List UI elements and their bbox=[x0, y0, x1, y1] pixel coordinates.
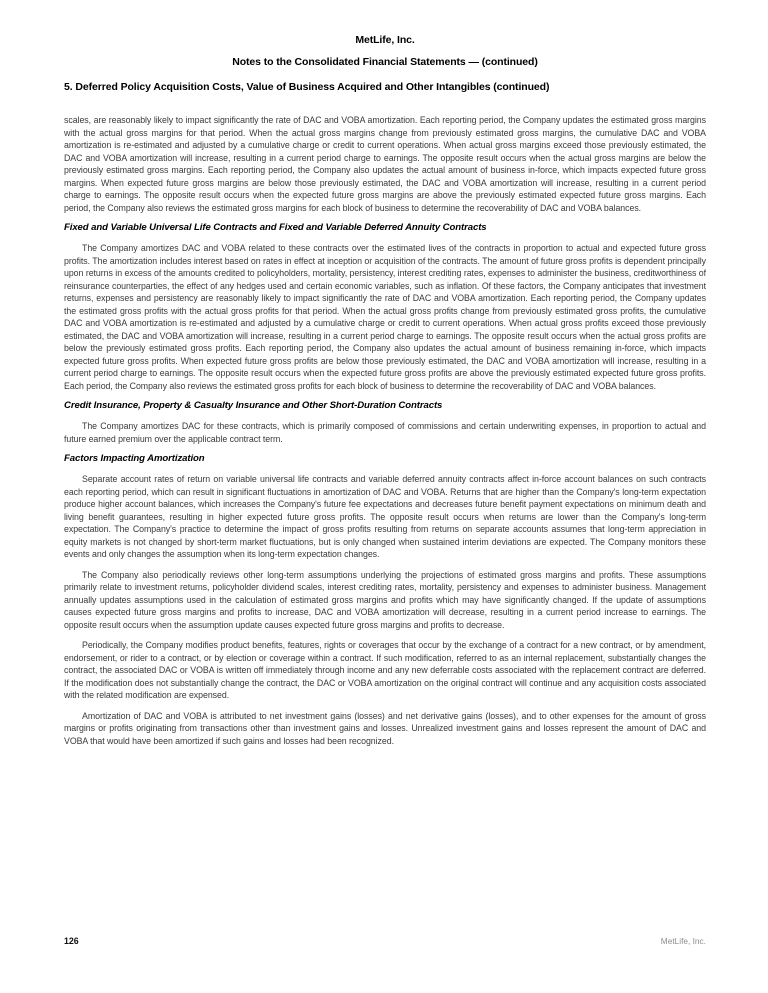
section-heading: 5. Deferred Policy Acquisition Costs, Value of Business Acquired and Other Intangibles (continued) bbox=[64, 81, 550, 93]
subsection-heading-credit-insurance: Credit Insurance, Property & Casualty Insurance and Other Short-Duration Contracts bbox=[64, 400, 443, 411]
paragraph: Separate account rates of return on variable universal life contracts and variable deferred annuity contracts affect in-force account balances on such contracts each reporting period, which can result in significant fluctuations in amortization of DAC and VOBA. Returns that are higher than the Company's long-term expectation produce higher account balances, which increases the Company's future fee expectations and decreases future benefit payment expectations on minimum death and living benefit guarantees, resulting in higher expected future gross profits. The opposite result occurs when returns are lower than the Company's long-term expectation. The Company's practice to determine the impact of gross profits resulting from returns on separate accounts assumes that long-term appreciation in equity markets is not changed by short-term market fluctuations, but is only changed when sustained interim deviations are expected. The Company monitors these events and only changes the assumption when its long-term expectation changes. bbox=[64, 474, 706, 559]
notes-subtitle: Notes to the Consolidated Financial Statements — (continued) bbox=[232, 56, 538, 68]
page-footer bbox=[64, 936, 706, 946]
document-content bbox=[64, 34, 706, 755]
page-number: 126 bbox=[64, 936, 79, 946]
subsection-heading-fixed-variable-contracts: Fixed and Variable Universal Life Contracts and Fixed and Variable Deferred Annuity Contracts bbox=[64, 222, 487, 233]
paragraph: The Company amortizes DAC and VOBA related to these contracts over the estimated lives of the contracts in proportion to actual and expected future gross profits. The amortization includes interest based on rates in effect at inception or acquisition of the contracts. The amount of future gross profits is dependent principally upon returns in excess of the amounts credited to policyholders, mortality, persistency, interest crediting rates, expenses to administer the business, creditworthiness of reinsurance counterparties, the effect of any hedges used and certain economic variables, such as inflation. Of these factors, the Company anticipates that investment returns, expenses and persistency are reasonably likely to impact significantly the rate of DAC and VOBA amortization. Each reporting period, the Company updates the estimated gross profits with the actual gross profits for that period. When the actual gross profits change from previously estimated gross profits, the cumulative DAC and VOBA amortization is re-estimated and adjusted by a cumulative charge or credit to current operations. When actual gross profits exceed those previously estimated, the DAC and VOBA amortization will increase, resulting in a current period charge to earnings. The opposite result occurs when the actual gross profits are below the previously estimated gross profits. Each reporting period, the Company also updates the actual amount of business remaining in-force, which impacts expected future gross profits. When expected future gross profits are below those previously estimated, the DAC and VOBA amortization will increase, resulting in a current period charge to earnings. The opposite result occurs when the expected future gross profits are above the previously estimated expected future gross profits. Each period, the Company also reviews the estimated gross profits for each block of business to determine the recoverability of DAC and VOBA balances. bbox=[64, 243, 706, 391]
paragraph-continuation: scales, are reasonably likely to impact significantly the rate of DAC and VOBA amortization. Each reporting period, the Company updates the estimated gross margins with the actual gross margins for that period. When the actual gross margins change from previously estimated gross margins, the cumulative DAC and VOBA amortization is re-estimated and adjusted by a cumulative charge or credit to current operations. When actual gross margins exceed those previously estimated, the DAC and VOBA amortization will increase, resulting in a current period charge to earnings. The opposite result occurs when the actual gross margins are below the previously estimated gross margins. Each reporting period, the Company also updates the actual amount of business in-force, which impacts expected future gross margins. When expected future gross margins are below those previously estimated, the DAC and VOBA amortization will increase, resulting in a current period charge to earnings. The opposite result occurs when the expected future gross margins are above the previously estimated expected future gross margins. Each period, the Company also reviews the estimated gross margins for each block of business to determine the recoverability of DAC and VOBA balances. bbox=[64, 115, 706, 213]
footer-company-name: MetLife, Inc. bbox=[660, 936, 706, 946]
document-body bbox=[64, 114, 706, 747]
subsection-heading-factors-impacting-amortization: Factors Impacting Amortization bbox=[64, 453, 205, 464]
paragraph: The Company also periodically reviews other long-term assumptions underlying the projections of estimated gross margins and profits. These assumptions primarily relate to investment returns, policyholder dividend scales, interest crediting rates, mortality, persistency and expenses to administer business. Management annually updates assumptions used in the calculation of estimated gross margins and profits which may have significantly changed. If the update of assumptions causes expected future gross margins and profits to increase, DAC and VOBA amortization will decrease, resulting in a current period increase to earnings. The opposite result occurs when the assumption update causes expected future gross margins and profits to decrease. bbox=[64, 569, 706, 630]
company-title: MetLife, Inc. bbox=[355, 34, 415, 46]
paragraph: The Company amortizes DAC for these contracts, which is primarily composed of commissions and certain underwriting expenses, in proportion to actual and future earned premium over the applicable contract term. bbox=[64, 421, 706, 444]
paragraph: Amortization of DAC and VOBA is attributed to net investment gains (losses) and net derivative gains (losses), and to other expenses for the amount of gross margins or profits originating from transactions other than investment gains and losses. Unrealized investment gains and losses represent the amount of DAC and VOBA that would have been amortized if such gains and losses had been recognized. bbox=[64, 710, 706, 746]
paragraph: Periodically, the Company modifies product benefits, features, rights or coverages that occur by the exchange of a contract for a new contract, or by amendment, endorsement, or rider to a contract, or by election or coverage within a contract. If such modification, referred to as an internal replacement, substantially changes the contract, the associated DAC or VOBA is written off immediately through income and any new deferrable costs associated with the replacement contract are deferred. If the modification does not substantially change the contract, the DAC or VOBA amortization on the original contract will continue and any acquisition costs associated with the related modification are expensed. bbox=[64, 640, 706, 700]
